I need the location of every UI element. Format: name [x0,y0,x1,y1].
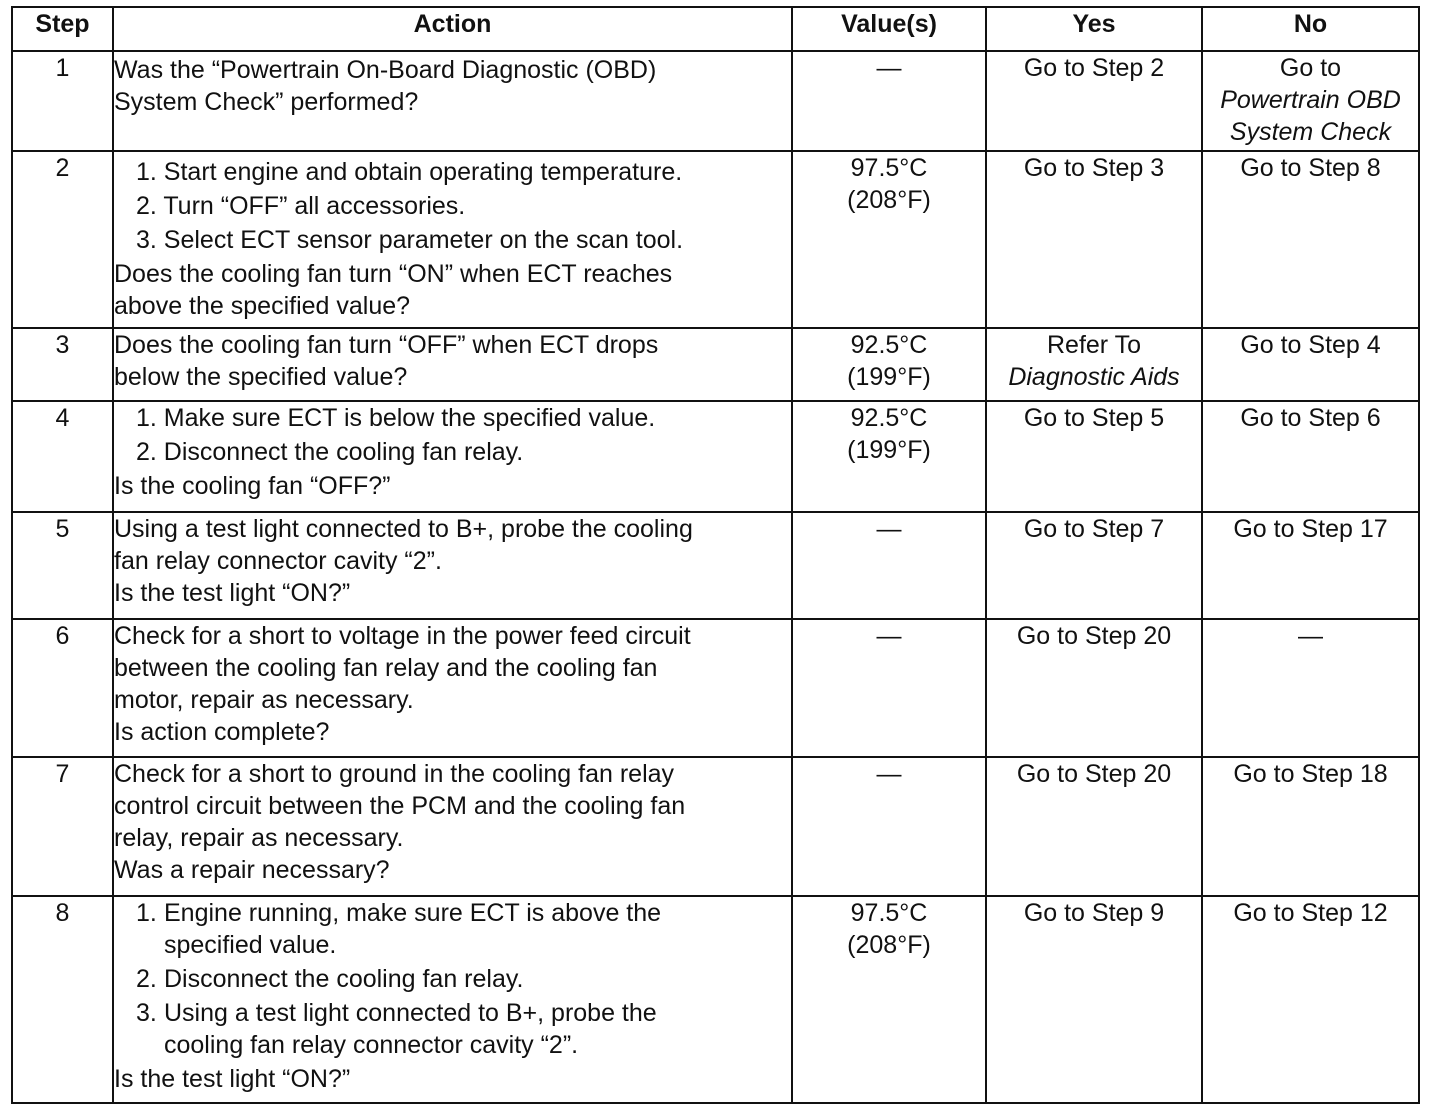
action-question: Is action complete? [114,718,330,746]
table-row [12,896,1419,1103]
value-fahrenheit: (208°F) [847,931,931,959]
action-step: 3. Select ECT sensor parameter on the scan tool. [136,226,684,254]
action-step [114,897,791,961]
action-question: Was a repair necessary? [114,856,390,884]
action-step-number: 2. [136,965,157,993]
yes-cell: Go to Step 9 [986,896,1202,1103]
yes-cell: Go to Step 20 [986,757,1202,896]
value-cell: — [792,512,986,619]
step-number: 1 [12,51,113,151]
header-row [12,7,1419,51]
yes-cell: Go to Step 3 [986,151,1202,328]
no-text: Go to [1279,54,1342,82]
no-cell: Go to Step 8 [1202,151,1419,328]
action-step-text: Using a test light connected to B+, probe the [164,999,657,1027]
no-cell [1202,51,1419,151]
step-number: 3 [12,328,113,401]
action-step-number: 3. [136,999,157,1027]
action-text: Does the cooling fan turn “OFF” when ECT drops [114,331,659,359]
action-cell [113,328,792,401]
value-celsius: 97.5°C [850,899,928,927]
table-row [12,757,1419,896]
table-row [12,619,1419,757]
action-question: Is the test light “ON?” [114,1065,351,1093]
no-cell: Go to Step 6 [1202,401,1419,512]
header-step: Step [12,7,113,51]
no-cell: Go to Step 12 [1202,896,1419,1103]
yes-cell: Go to Step 2 [986,51,1202,151]
table-row [12,328,1419,401]
step-number: 6 [12,619,113,757]
no-cell: — [1202,619,1419,757]
yes-text: Refer To [1046,331,1142,359]
action-cell [113,151,792,328]
value-cell: — [792,757,986,896]
diagnostic-table [11,6,1420,1104]
yes-cell: Go to Step 20 [986,619,1202,757]
value-cell [792,401,986,512]
value-celsius: 97.5°C [850,154,928,182]
value-celsius: 92.5°C [850,404,928,432]
step-number: 7 [12,757,113,896]
action-step [114,963,791,995]
action-text: Was the “Powertrain On-Board Diagnostic (OBD) [114,56,657,84]
action-step-number: 1. [136,899,157,927]
header-action: Action [113,7,792,51]
action-step [114,997,791,1061]
action-text: Check for a short to ground in the cooling fan relay [114,760,675,788]
no-cell: Go to Step 4 [1202,328,1419,401]
no-text-link: System Check [1229,118,1392,146]
action-text: between the cooling fan relay and the cooling fan [114,654,658,682]
action-text: relay, repair as necessary. [114,824,404,852]
action-cell [113,51,792,151]
value-cell [792,151,986,328]
header-no: No [1202,7,1419,51]
step-number: 8 [12,896,113,1103]
yes-cell: Go to Step 5 [986,401,1202,512]
action-step-text: cooling fan relay connector cavity “2”. [164,1031,579,1059]
step-number: 2 [12,151,113,328]
yes-cell [986,328,1202,401]
action-cell [113,619,792,757]
action-text: below the specified value? [114,363,408,391]
action-step-text: Disconnect the cooling fan relay. [164,965,524,993]
action-cell [113,757,792,896]
action-text: motor, repair as necessary. [114,686,414,714]
action-question: Is the test light “ON?” [114,579,351,607]
value-fahrenheit: (199°F) [847,436,931,464]
action-cell [113,512,792,619]
header-values: Value(s) [792,7,986,51]
header-yes: Yes [986,7,1202,51]
no-cell: Go to Step 18 [1202,757,1419,896]
action-question: Does the cooling fan turn “ON” when ECT reaches [114,260,673,288]
value-cell: — [792,619,986,757]
table-row [12,51,1419,151]
action-step-text: specified value. [164,931,337,959]
action-text: fan relay connector cavity “2”. [114,547,442,575]
action-step: 1. Make sure ECT is below the specified value. [136,404,656,432]
value-fahrenheit: (208°F) [847,186,931,214]
no-cell: Go to Step 17 [1202,512,1419,619]
table-row [12,512,1419,619]
no-text-link: Powertrain OBD [1220,86,1401,114]
step-number: 4 [12,401,113,512]
step-number: 5 [12,512,113,619]
action-question: Is the cooling fan “OFF?” [114,472,391,500]
value-cell [792,896,986,1103]
action-step: 2. Turn “OFF” all accessories. [136,192,466,220]
action-text: System Check” performed? [114,88,419,116]
yes-cell: Go to Step 7 [986,512,1202,619]
action-step: 2. Disconnect the cooling fan relay. [136,438,524,466]
action-step-text: Engine running, make sure ECT is above the [164,899,662,927]
action-cell [113,896,792,1103]
value-cell: — [792,51,986,151]
yes-text-link: Diagnostic Aids [1008,363,1180,391]
value-cell [792,328,986,401]
action-text: control circuit between the PCM and the cooling fan [114,792,686,820]
value-celsius: 92.5°C [850,331,928,359]
action-step: 1. Start engine and obtain operating temperature. [136,158,683,186]
value-fahrenheit: (199°F) [847,363,931,391]
table-row [12,401,1419,512]
action-question: above the specified value? [114,292,411,320]
action-text: Using a test light connected to B+, probe the cooling [114,515,693,543]
action-text: Check for a short to voltage in the power feed circuit [114,622,691,650]
action-cell [113,401,792,512]
table-row [12,151,1419,328]
